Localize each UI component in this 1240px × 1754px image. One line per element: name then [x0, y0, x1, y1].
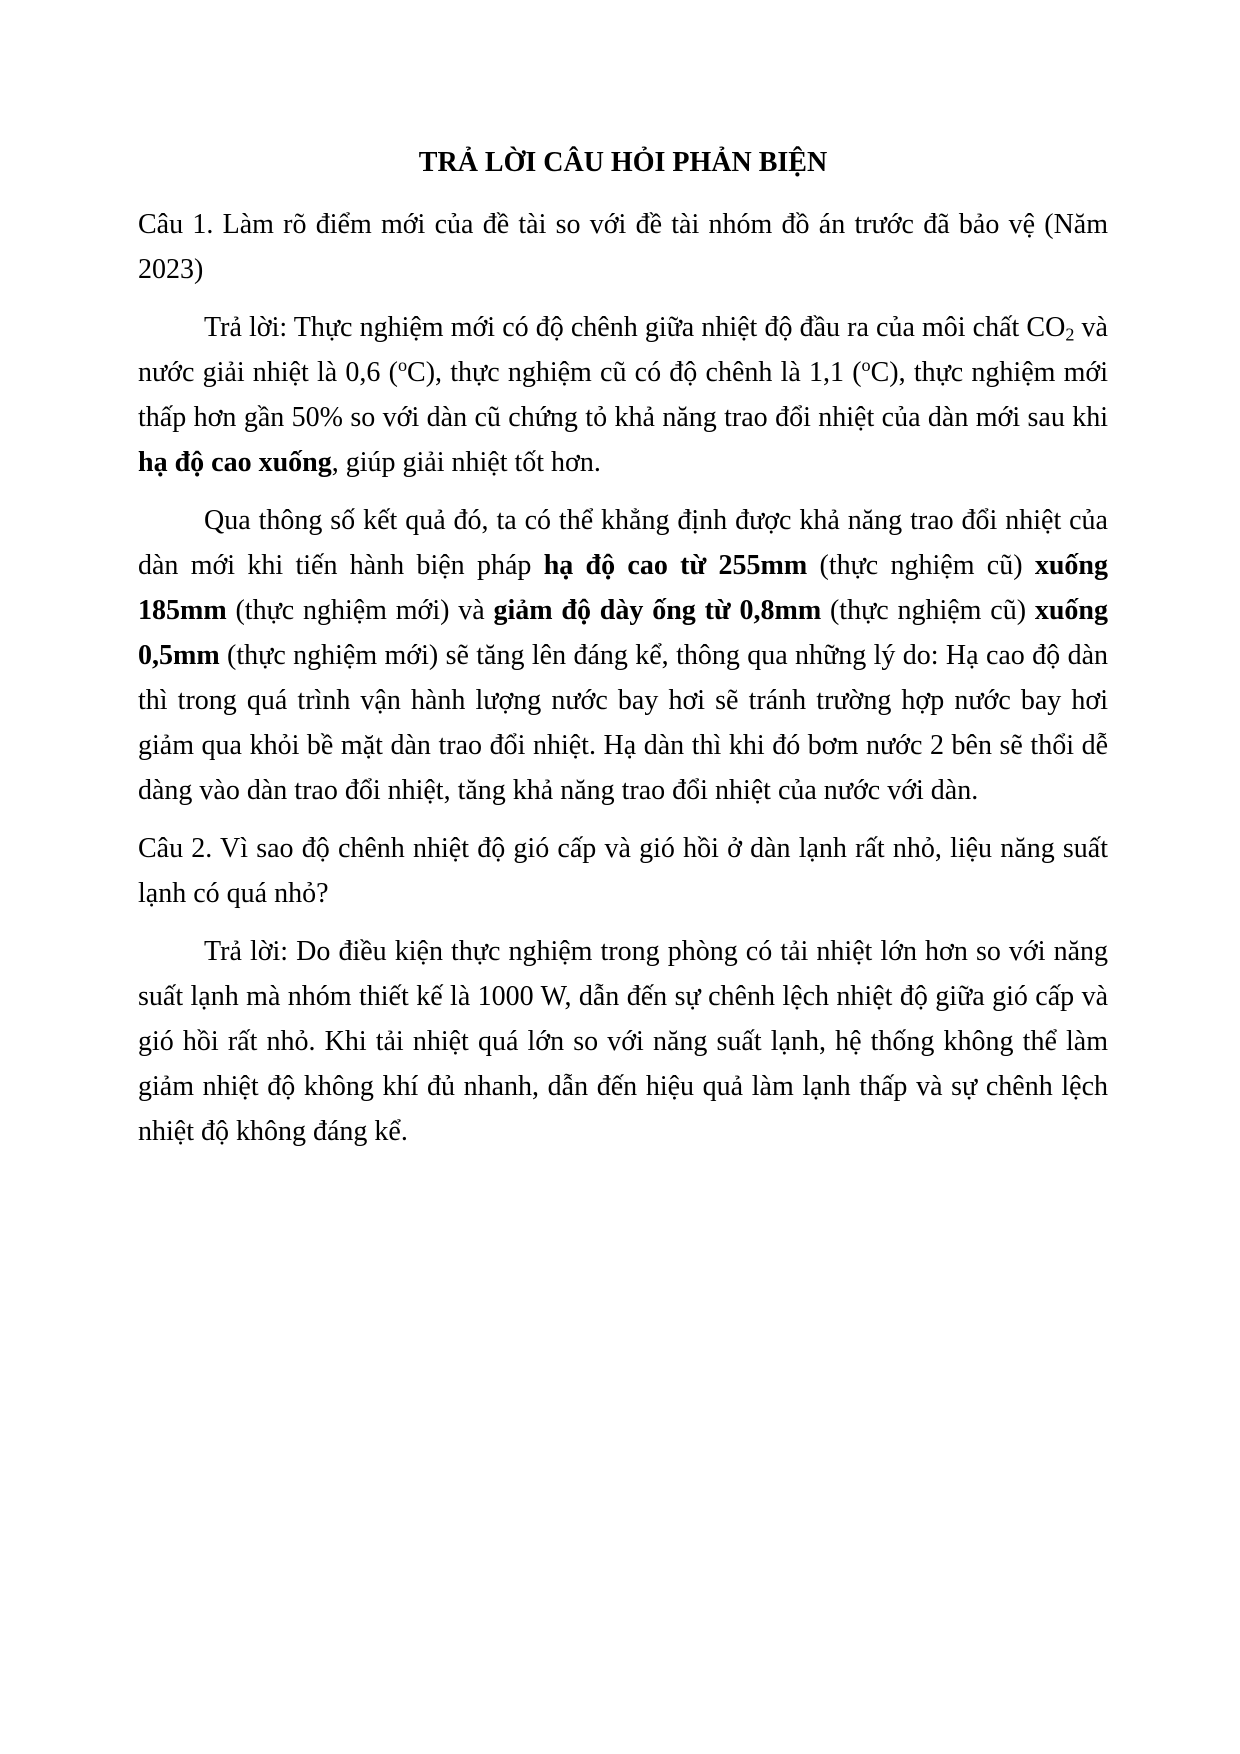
- text-run: (thực nghiệm mới) sẽ tăng lên đáng kể, thông qua những lý do: Hạ cao độ dàn thì trong quá trình vận hành lượng nước bay hơi sẽ tránh trường hợp nước bay hơi giảm qua khỏi bề mặt dàn trao đổi nhiệt. Hạ dàn thì khi đó bơm nước 2 bên sẽ thổi dễ dàng vào dàn trao đổi nhiệt, tăng khả năng trao đổi nhiệt của nước với dàn.: [138, 640, 1108, 806]
- answer-2: [138, 929, 1108, 1154]
- text-run: , giúp giải nhiệt tốt hơn.: [331, 447, 601, 478]
- text-run: và nước giải nhiệt là 0,6 (: [138, 312, 1108, 388]
- text-run: (thực nghiệm cũ): [807, 550, 1035, 581]
- text-run: o: [397, 355, 408, 375]
- text-run: C), thực nghiệm mới thấp hơn gần 50% so với dàn cũ chứng tỏ khả năng trao đổi nhiệt của dàn mới sau khi: [138, 357, 1108, 433]
- answer-1-continued: [138, 498, 1108, 813]
- text-run: 2: [1065, 324, 1075, 345]
- text-run: xuống 0,5mm: [138, 595, 1108, 671]
- answer-1: [138, 305, 1108, 485]
- text-run: Câu 1. Làm rõ điểm mới của đề tài so với đề tài nhóm đồ án trước đã bảo vệ (Năm 2023): [138, 209, 1108, 285]
- text-run: (thực nghiệm mới) và: [226, 595, 494, 626]
- document-title: TRẢ LỜI CÂU HỎI PHẢN BIỆN: [418, 147, 828, 178]
- text-run: hạ độ cao xuống: [138, 447, 332, 478]
- text-run: Qua thông số kết quả đó, ta có thể khẳng định được khả năng trao đổi nhiệt của dàn mới khi tiến hành biện pháp: [138, 505, 1108, 581]
- text-run: Trả lời: Thực nghiệm mới có độ chênh giữa nhiệt độ đầu ra của môi chất CO: [204, 312, 1066, 343]
- question-1: [138, 202, 1108, 292]
- text-run: giảm độ dày ống từ 0,8mm: [493, 595, 822, 626]
- text-run: C), thực nghiệm cũ có độ chênh là 1,1 (: [407, 357, 862, 388]
- text-run: Trả lời: Do điều kiện thực nghiệm trong phòng có tải nhiệt lớn hơn so với năng suất lạnh mà nhóm thiết kế là 1000 W, dẫn đến sự chênh lệch nhiệt độ giữa gió cấp và gió hồi rất nhỏ. Khi tải nhiệt quá lớn so với năng suất lạnh, hệ thống không thể làm giảm nhiệt độ không khí đủ nhanh, dẫn đến hiệu quả làm lạnh thấp và sự chênh lệch nhiệt độ không đáng kể.: [138, 936, 1108, 1147]
- text-run: (thực nghiệm cũ): [821, 595, 1035, 626]
- document-body: [138, 202, 1108, 1154]
- text-run: xuống 185mm: [138, 550, 1108, 626]
- question-2: [138, 826, 1108, 916]
- text-run: o: [861, 355, 871, 375]
- text-run: Câu 2. Vì sao độ chênh nhiệt độ gió cấp và gió hồi ở dàn lạnh rất nhỏ, liệu năng suất lạnh có quá nhỏ?: [138, 833, 1108, 909]
- text-run: hạ độ cao từ 255mm: [543, 550, 808, 581]
